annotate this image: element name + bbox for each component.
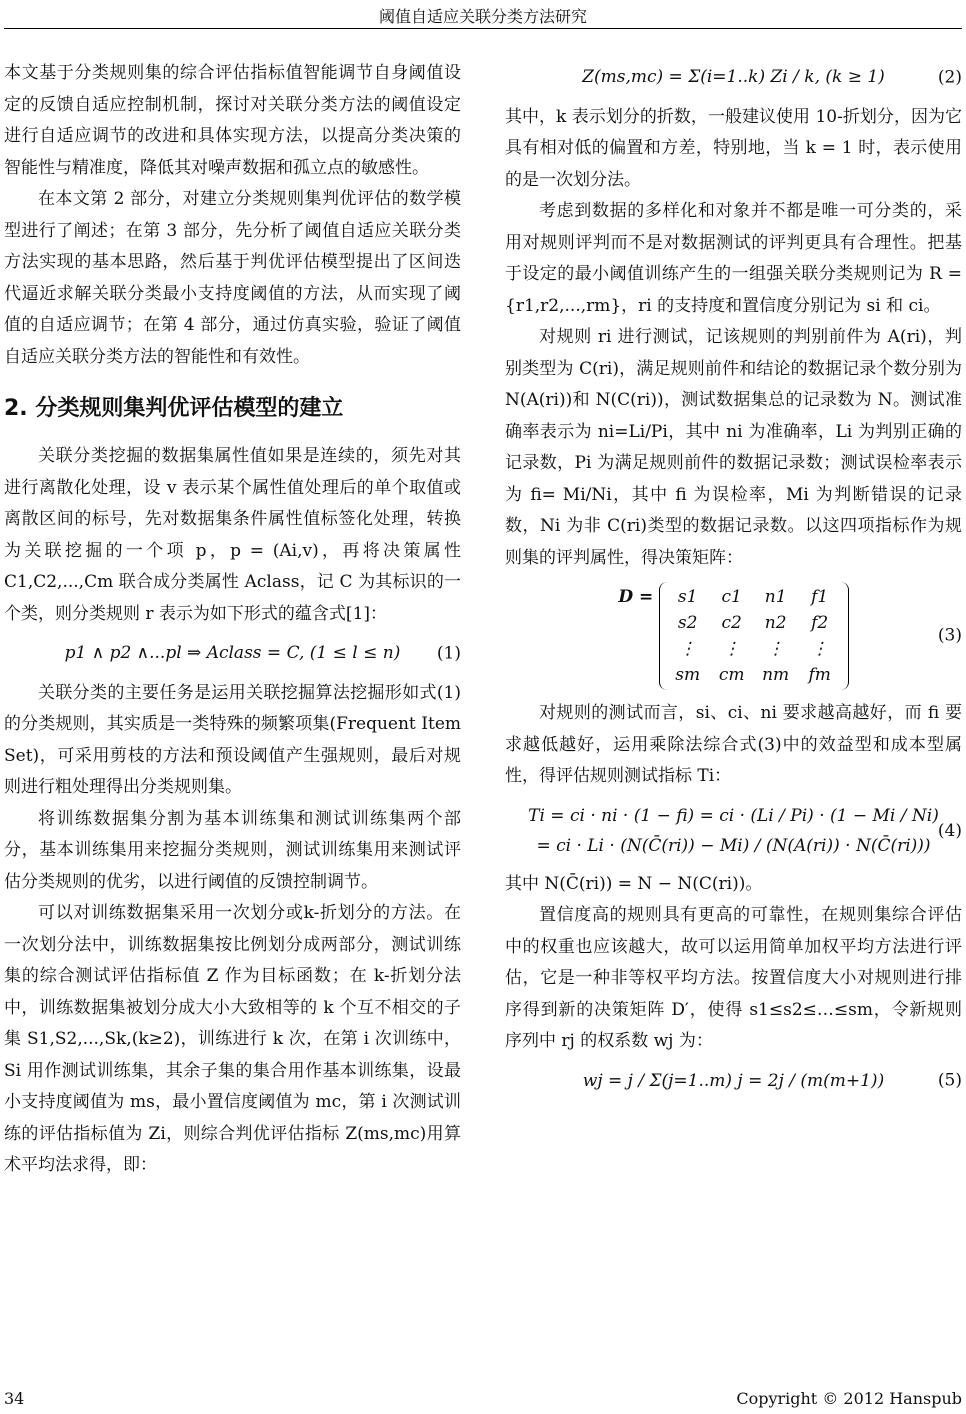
matrix-cell: c2 [721, 613, 742, 633]
equation-3 [505, 582, 962, 690]
paragraph: 对规则 ri 进行测试，记该规则的判别前件为 A(ri)，判别类型为 C(ri)，满足规则前件和结论的数据记录个数分别为 N(A(ri))和 N(C(ri))，测试数据集总的记录数为 N。测试准确率表示为 ni=Li/Pi，其中 ni 为准确率，Li 为判别正确的记录数，Pi 为满足规则前件的数据记录数；测试误检率表示为 fi= Mi/Ni，其中 fi 为误检率，Mi 为判断错误的记录数，Ni 为非 C(ri)类型的数据记录数。以这四项指标作为规则集的评判属性，得决策矩阵： [505, 327, 962, 568]
equation-number: (5) [937, 1070, 962, 1091]
matrix-cell: f2 [811, 613, 829, 633]
equation-1 [4, 638, 461, 670]
equation-number: (1) [436, 643, 461, 663]
matrix-cell: n2 [764, 613, 787, 633]
matrix-cell: c1 [721, 587, 742, 607]
matrix-cell: n1 [764, 587, 787, 607]
paragraph: 关联分类的主要任务是运用关联挖掘算法挖掘形如式(1)的分类规则，其实质是一类特殊的频繁项集(Frequent Item Set)，可采用剪枝的方法和预设阈值产生强规则，最后对规则进行粗处理得出分类规则集。 [4, 682, 461, 797]
matrix-cell: cm [718, 665, 745, 685]
paragraph: 将训练数据集分割为基本训练集和测试训练集两个部分，基本训练集用来挖掘分类规则，测试训练集用来测试评估分类规则的优劣，以进行阈值的反馈控制调节。 [4, 808, 461, 892]
paragraph: 在本文第 2 部分，对建立分类规则集判优评估的数学模型进行了阐述；在第 3 部分，先分析了阈值自适应关联分类方法实现的基本思路，然后基于判优评估模型提出了区间迭代逼近求解关联分类最小支持度阈值的方法，从而实现了阈值的自适应调节；在第 4 部分，通过仿真实验，验证了阈值自适应关联分类方法的智能性和有效性。 [4, 189, 461, 367]
equation-line: = ci · Li · (N(C̄(ri)) − Mi) / (N(A(ri)) · N(C̄(ri))) [536, 835, 931, 856]
header-divider [4, 28, 962, 29]
paragraph: 其中 N(C̄(ri)) = N − N(C(ri))。 [505, 873, 763, 894]
copyright: Copyright © 2012 Hanspub [736, 1389, 962, 1408]
page-number: 34 [4, 1389, 25, 1408]
paragraph: 对规则的测试而言，si、ci、ni 要求越高越好，而 fi 要求越低越好，运用乘除法综合式(3)中的效益型和成本型属性，得评估规则测试指标 Ti： [505, 703, 962, 786]
matrix-cell: s1 [677, 587, 698, 607]
equation-5 [505, 1066, 962, 1098]
equation-body: p1 ∧ p2 ∧...pl ⇒ Aclass = C, (1 ≤ l ≤ n) [64, 643, 401, 663]
matrix-cell: fm [808, 665, 831, 685]
section-heading: 2. 分类规则集判优评估模型的建立 [4, 396, 344, 421]
paragraph: 置信度高的规则具有更高的可靠性，在规则集综合评估中的权重也应该越大，故可以运用简单加权平均方法进行评估，它是一种非等权平均方法。按置信度大小对规则进行排序得到新的决策矩阵 D′，使得 s1≤s2≤…≤sm，令新规则序列中 rj 的权系数 wj 为： [505, 905, 962, 1051]
matrix-cell: nm [762, 665, 790, 685]
decision-matrix [659, 582, 849, 690]
matrix-cell: ⋮ [723, 639, 741, 659]
matrix-cell: ⋮ [767, 639, 785, 659]
paragraph: 本文基于分类规则集的综合评估指标值智能调节自身阈值设定的反馈自适应控制机制，探讨对关联分类方法的阈值设定进行自适应调节的改进和具体实现方法，以提高分类决策的智能性与精准度，降低其对噪声数据和孤立点的敏感性。 [4, 63, 461, 178]
matrix-cell: f1 [811, 587, 829, 607]
running-header: 阈值自适应关联分类方法研究 [378, 7, 587, 26]
left-column [4, 58, 461, 1182]
equation-number: (3) [937, 625, 962, 646]
paragraph: 其中，k 表示划分的折数，一般建议使用 10-折划分，因为它具有相对低的偏置和方差，特别地，当 k = 1 时，表示使用的是一次划分法。 [505, 106, 962, 190]
equation-number: (4) [937, 820, 962, 841]
matrix-cell: s2 [677, 613, 698, 633]
equation-body: Z(ms,mc) = Σ(i=1..k) Zi / k, (k ≥ 1) [582, 67, 885, 87]
equation-number: (2) [937, 67, 962, 87]
matrix-label: D = [618, 587, 654, 607]
equation-2 [505, 62, 962, 94]
matrix-cell: sm [675, 665, 701, 685]
paragraph: 关联分类挖掘的数据集属性值如果是连续的，须先对其进行离散化处理，设 v 表示某个属性值处理后的单个取值或离散区间的标号，先对数据集条件属性值标签化处理，转换为关联挖掘的一个项 p，p = (Ai,v)，再将决策属性 C1,C2,...,Cm 联合成分类属性 Aclass，记 C 为其标识的一个类，则分类规则 r 表示为如下形式的蕴含式[1]： [4, 446, 461, 624]
equation-line: Ti = ci · ni · (1 − fi) = ci · (Li / Pi) · (1 − Mi / Ni) [528, 805, 939, 826]
paragraph: 可以对训练数据集采用一次划分或k-折划分的方法。在一次划分法中，训练数据集按比例划分成两部分，测试训练集的综合测试评估指标值 Z 作为目标函数；在 k-折划分法中，训练数据集被划分成大小大致相等的 k 个互不相交的子集 S1,S2,...,Sk,(k≥2)，训练进行 k 次，在第 i 次训练中，Si 用作测试训练集，其余子集的集合用作基本训练集，设最小支持度阈值为 ms，最小置信度阈值为 mc，第 i 次测试训练的评估指标值为 Zi，则综合判优评估指标 Z(ms,mc)用算术平均法求得，即： [4, 903, 461, 1175]
equation-4 [505, 801, 962, 861]
equation-body: wj = j / Σ(j=1..m) j = 2j / (m(m+1)) [582, 1070, 885, 1091]
right-column [505, 58, 962, 1105]
matrix-cell: ⋮ [811, 639, 829, 659]
paragraph: 考虑到数据的多样化和对象并不都是唯一可分类的，采用对规则评判而不是对数据测试的评判更具有合理性。把基于设定的最小阈值训练产生的一组强关联分类规则记为 R = {r1,r2,...,rm}，ri 的支持度和置信度分别记为 si 和 ci。 [505, 201, 962, 316]
matrix-cell: ⋮ [679, 639, 697, 659]
